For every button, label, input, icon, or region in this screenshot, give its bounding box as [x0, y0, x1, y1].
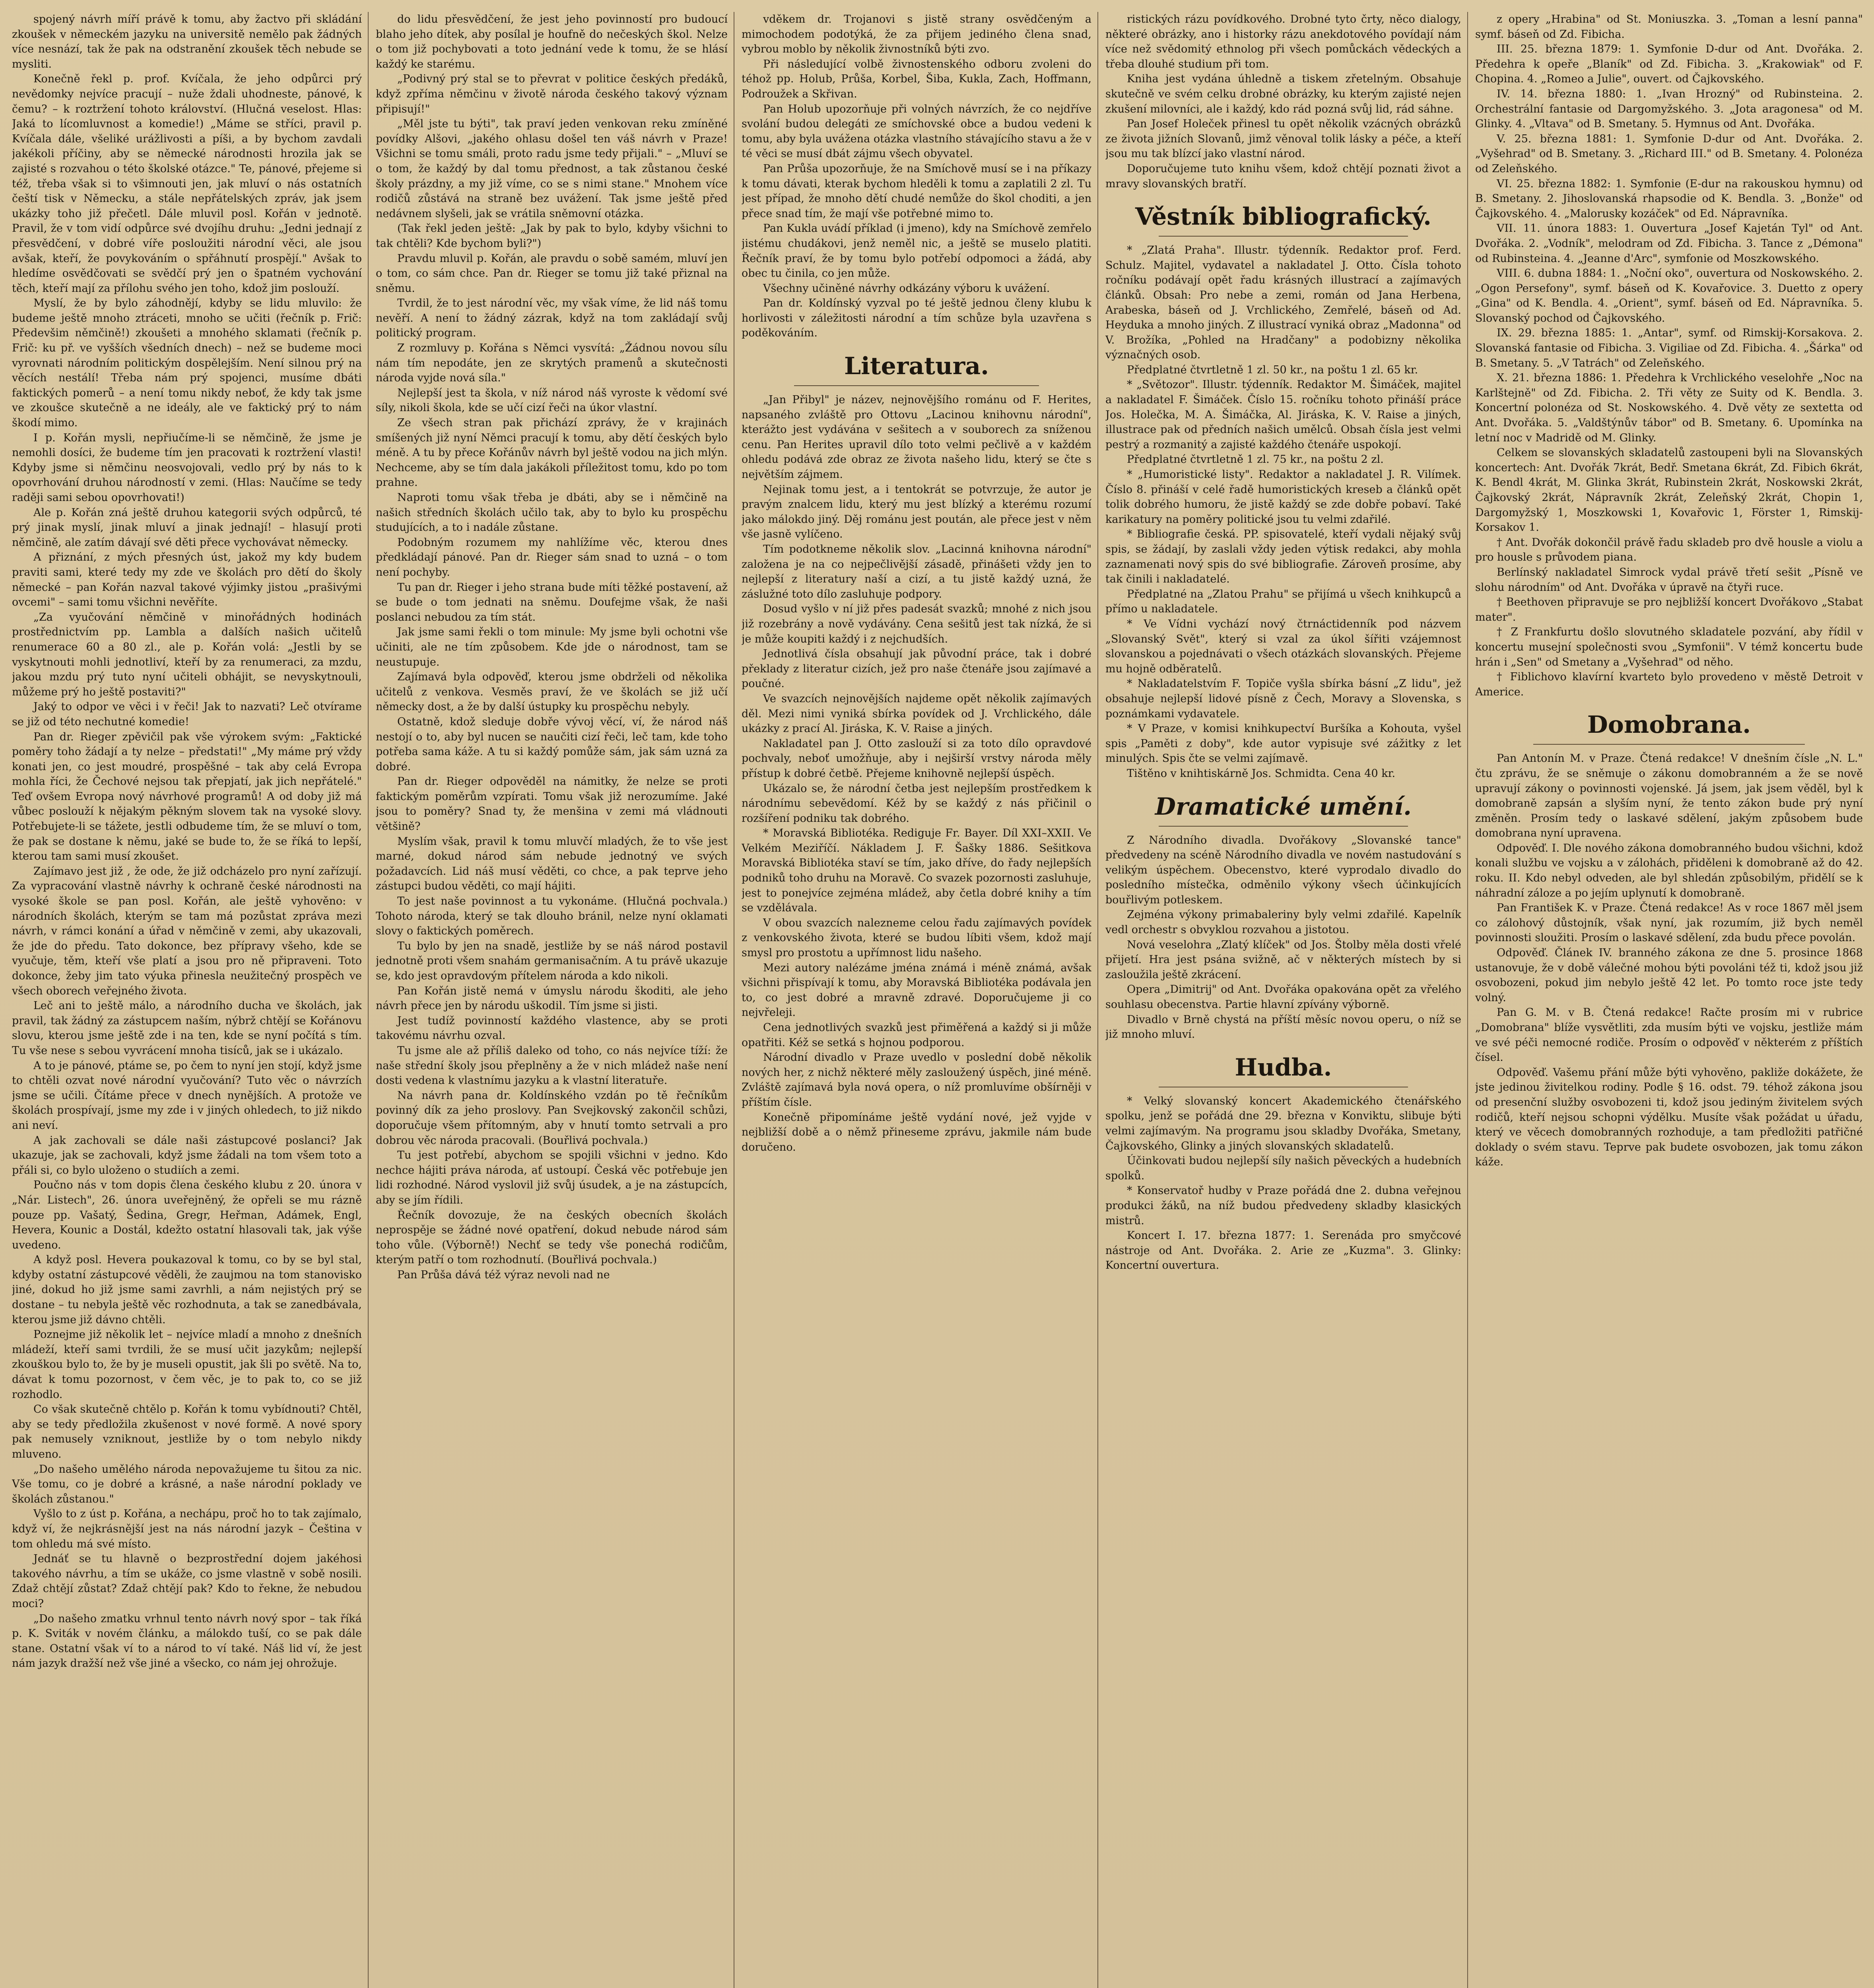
article-paragraph: Pan Průša dává též výraz nevoli nad ne	[397, 1268, 610, 1281]
article-paragraph: A přiznání, z mých přesných úst, jakož my kdy budem praviti sami, které tedy my zde ve školách pro dětí do školy německé – pan Kořán nazval takové výjimky jistou „prašivými ovcemi" – sami tomu všichni nevěříte.	[12, 551, 362, 609]
article-paragraph: Pan G. M. v B. Čtená redakce! Račte prosím mi v rubrice „Domobrana" blíže vysvětliti, zda musím býti ve vojsku, jestliže mám ve své péči nemocné rodiče. Prosím o odpověď v některém z příštích čísel.	[1475, 1006, 1863, 1064]
section-heading-dramaticke: Dramatické umění.	[1105, 792, 1461, 827]
article-paragraph: Jaký to odpor ve věci i v řeči! Jak to nazvati? Leč otvírame se již od této nechutné komedie!	[12, 701, 362, 728]
article-paragraph: Pan dr. Rieger odpověděl na námitky, že nelze se proti faktickým poměrům vzpírati. Tomu však již nerozumíme. Jaké jsou to poměry? Snad ty, že menšina v zemi má vládnouti většině?	[376, 775, 728, 833]
article-paragraph: III. 25. března 1879: 1. Symfonie D-dur od Ant. Dvořáka. 2. Předehra k opeře „Blaník" od Zd. Fibicha. 3. „Krakowiak" od F. Chopina. 4. „Romeo a Julie", ouvert. od Čajkovského.	[1475, 43, 1863, 85]
article-paragraph: † Ant. Dvořák dokončil právě řadu skladeb pro dvě housle a violu a pro housle s průvodem piana.	[1475, 536, 1863, 564]
article-paragraph: Konečně řekl p. prof. Kvíčala, že jeho odpůrci prý nevědomky nejvíce pracují – nuže ždali uhodneste, pánové, k čemu? – k roztržení tohoto království. (Hlučná veselost. Hlas: Jaká to lícomluvnost a komedie!) „Máme se stříci, pravil p. Kvíčala dále, všeliké urážlivosti a píši, a by bychom zavdali jakékoli příčiny, aby se německé národnosti hrozila jak se zajisté s rozvahou o této školské otázce." Te, pánové, přejeme si též, třeba však si to všimnouti jen, jak mluví o nás ostatních čeští tisk v Německu, a stále nepřátelských zpráv, jak jsem ukázky toho již přečetl. Dále mluvil posl. Kořán v jednotě. Pravil, že v tom vidí odpůrce své dvojíhu druhu: „Jedni jednají z přesvědčení, v dobré víře posloužiti národní věci, ale jsou avšak, kteří, že povykováním o spřáhnutí prospějí." Avšak to hledíme osvědčovati se svědčí prý jen o špatném vychování těch, kteří mají za přílohu svého jen toho, kdož jim poslouží.	[12, 73, 362, 295]
article-paragraph: A jak zachovali se dále naši zástupcové poslanci? Jak ukazuje, jak se zachovali, když jsme žádali na tom všem toto a přáli si, co bylo uloženo o studiích a zemi.	[12, 1134, 362, 1176]
article-paragraph: V obou svazcích nalezneme celou řadu zajímavých povídek z venkovského života, které se budou líbiti všem, kdož mají smysl pro prostotu a upřímnost lidu našeho.	[742, 916, 1091, 959]
article-paragraph: * Ve Vídni vychází nový čtrnáctidenník pod názvem „Slovanský Svět", který si vzal za úkol šířiti vzájemnost slovanskou a pojednávati o všech otázkách slovanských. Přejeme mu hojně odběratelů.	[1105, 617, 1461, 675]
article-paragraph: Tu jest potřebí, abychom se spojili všichni v jedno. Kdo nechce hájiti práva národa, ať ustoupí. Česká věc potřebuje jen lidi rozhodné. Národ vyslovil již svůj úsudek, a je na zástupcích, aby se jím řídili.	[376, 1149, 728, 1206]
article-paragraph: Pan dr. Rieger zpěvičil pak vše výrokem svým: „Faktické poměry toho žádají a ty nelze – předstati!" „My máme prý vždy konati jen, co jest moudré, prospěšné – tak aby celá Evropa mohla říci, že Čechové nejsou tak přepjatí, jak jich nepřátelé." Teď ovšem Evropa nový návrhové programů! A od doby již má vůbec poslouží k nějakým pěkným slovem tak na vysoké slovy. Potřebujete-li se tážete, jestli odbudeme tím, že se mluví o tom, že pak se dostane k němu, jaké se bude to, že se říká to lepší, kterou tam sami musí zkoušet.	[12, 730, 362, 863]
article-paragraph: Odpověď. I. Dle nového zákona domobranného budou všichni, kdož konali službu ve vojsku a v zálohách, přiděleni k domobraně až do 42. roku. II. Kdo nebyl odveden, ale byl shledán způsobilým, přidělí se k náhradní záloze a po jejím uplynutí k domobraně.	[1475, 842, 1863, 899]
article-paragraph: „Jan Přibyl" je název, nejnovějšího románu od F. Herites, napsaného zvláště pro Ottovu „Lacinou knihovnu národní", kterážto jest vydávána v sešitech a v souborech za sníženou cenu. Pan Herites upravil dílo toto velmi pečlivě a v každém ohledu podává zde obraz ze života našeho lidu, který se čte s největším zájmem.	[742, 394, 1091, 481]
heading-underline	[1159, 826, 1408, 827]
article-paragraph: * „Světozor". Illustr. týdenník. Redaktor M. Šimáček, majitel a nakladatel F. Šimáček. Číslo 15. ročníku tohoto přináší práce Jos. Holečka, M. A. Šimáčka, Al. Jiráska, K. V. Raise a jiných, illustrace pak od předních našich umělců. Obsah čísla jest velmi pestrý a rozmanitý a zajisté každého čtenáře uspokojí.	[1105, 379, 1461, 451]
article-paragraph: Nejlepší jest ta škola, v níž národ náš vyroste k vědomí své síly, nikoli škola, kde se učí cizí řeči na úkor vlastní.	[376, 386, 728, 414]
article-paragraph: Naproti tomu však třeba je dbáti, aby se i němčině na našich středních školách učilo tak, aby to bylo ku prospěchu studujících, a to i nadále zůstane.	[376, 491, 728, 534]
article-paragraph: Řečník dovozuje, že na českých obecních školách neprospěje se žádné nové opatření, dokud nebude národ sám toho vůle. (Výborně!) Nechť se tedy vše ponechá rodičům, kterým patří o tom rozhodnutí. (Bouřlivá pochvala.)	[376, 1209, 728, 1266]
article-paragraph: Jednáť se tu hlavně o bezprostřední dojem jakéhosi takového návrhu, a tím se ukáže, co jsme vlastně v sobě nosili. Zdaž chtějí zůstat? Zdaž chtějí pak? Kdo to řekne, že nebudou moci?	[12, 1553, 362, 1610]
heading-underline	[794, 385, 1039, 386]
article-paragraph: Myslí, že by bylo záhodnějí, kdyby se lidu mluvilo: že budeme ještě mnoho ztráceti, mnoho se učiti (řečník p. Frič: Předevšim němčině!) zkoušeti a mnohého sklamati (řečník p. Frič: ku př. ve vyšších všedních dnech) – než se budeme moci vyrovnati národním politickým dospělejším. Není silnou prý na věcích nestálí! Třeba nám prý spojenci, musíme dbáti faktických pomerů – a není tomu nikdy neboť, že kdy tak jsme ve zkoušce skutečně a ne ideály, ale ve faktický prý to nám škodí mimo.	[12, 297, 362, 429]
article-paragraph: Předplatné na „Zlatou Prahu" se přijímá u všech knihkupců a přímo u nakladatele.	[1105, 588, 1461, 615]
column-3	[742, 12, 1091, 1988]
article-paragraph: „Za vyučování němčině v minořádných hodinách prostřednictvím pp. Lambla a dalších našich učitelů renumerace 60 a 80 zl., ale p. Kořán volá: „Jestli by se vyskytnouti mohli jednotliví, kteří by za renumeraci, za mzdu, jakou mzdu prý tuto nyní učiteli obhájit, se nevyskytnouli, můžeme prý ho ještě postaviti?"	[12, 611, 362, 698]
article-paragraph: IX. 29. března 1885: 1. „Antar", symf. od Rimskij-Korsakova. 2. Slovanská fantasie od Fibicha. 3. Vigiliae od Zd. Fibicha. 4. „Šárka" od B. Smetany. 5. „V Tatrách" od Zeleňského.	[1475, 327, 1863, 369]
article-paragraph: Pan Kukla uvádí příklad (i jmeno), kdy na Smíchově zemřelo jistému chudákovi, jenž neměl nic, a ještě se muselo platiti. Řečník praví, že by tomu bylo potřebí odpomoci a žádá, aby obec tu činila, co jen může.	[742, 222, 1091, 280]
column-divider	[368, 12, 369, 1988]
article-paragraph: Odpověď. Článek IV. branného zákona ze dne 5. prosince 1868 ustanovuje, že v době válečné mohou býti povoláni též ti, kdož jsou již osvobozeni, pokud jim nebylo ještě 42 let. Po tomto roce jste tedy volný.	[1475, 947, 1863, 1004]
article-paragraph: A to je pánové, ptáme se, po čem to nyní jen stojí, když jsme to chtěli ozvat nové národní vyučování? Tuto věc o návrzích jsme se učili. Čítáme přece v dnech nynějších. A protože ve školách prospívají, jsme my zde i v jiných ohledech, to již nikdo ani neví.	[12, 1059, 362, 1132]
article-paragraph: Divadlo v Brně chystá na příští měsíc novou operu, o níž se již mnoho mluví.	[1105, 1013, 1461, 1041]
article-paragraph: „Podivný prý stal se to převrat v politice českých předáků, když zpříma němčinu v životě národa českého takový význam připisují!"	[376, 73, 728, 115]
article-paragraph: Tištěno v knihtiskárně Jos. Schmidta. Cena 40 kr.	[1127, 767, 1396, 780]
column-1	[12, 12, 362, 1988]
article-paragraph: Nová veselohra „Zlatý klíček" od Jos. Štolby měla dosti vřelé přijetí. Hra jest psána svižně, ač v některých místech by si zasloužila ještě zkrácení.	[1105, 938, 1461, 981]
article-paragraph: Dosud vyšlo v ní již přes padesát svazků; mnohé z nich jsou již rozebrány a nově vydávány. Cena sešitů jest tak nízká, že si je může koupiti každý i z nejchudších.	[742, 603, 1091, 645]
article-paragraph: „Měl jste tu býti", tak praví jeden venkovan reku zmíněné povídky Alšovi, „jakého ohlasu došel ten váš návrh v Praze! Všichni se tomu smáli, proto radu jsme tedy přijali." – „Mluví se o tom, že každý by dal tomu přednost, a tak zůstanou české školy prázdny, a my již víme, co se s nimi stane." Mnohem více rodičů zůstává na straně bez uvážení. Tak jsme ještě před nedávnem slyšeli, jak se vrátila sněmovní otázka.	[376, 118, 728, 220]
article-paragraph: Nakladatel pan J. Otto zaslouží si za toto dílo opravdové pochvaly, neboť umožňuje, aby i nejširší vrstvy národa měly přístup k dobré četbě. Přejeme knihovně nejlepší úspěch.	[742, 737, 1091, 780]
article-paragraph: vděkem dr. Trojanovi s jistě strany osvědčeným a mimochodem podotýká, že za přijem jediného člena snad, vybrou moblo by několik živnostníků býti zvo.	[742, 13, 1091, 56]
section-heading-domobrana: Domobrana.	[1475, 710, 1863, 745]
article-paragraph: To jest naše povinnost a tu vykonáme. (Hlučná pochvala.) Tohoto národa, který se tak dlouho bránil, nelze nyní oklamati slovy o faktických poměrech.	[376, 895, 728, 938]
article-paragraph: Na návrh pana dr. Koldínského vzdán po tě řečníkům povinný dík za jeho proslovy. Pan Svejkovský zakončil schůzi, doporučuje všem přítomným, aby v hnutí tomto setrvali a pro dobrou věc národa pracovali. (Bouřlivá pochvala.)	[376, 1089, 728, 1147]
heading-underline	[1159, 236, 1408, 237]
article-paragraph: Národní divadlo v Praze uvedlo v poslední době několik nových her, z nichž některé měly zasloužený úspěch, jiné méně. Zvláště zajímavá byla nová opera, o níž promluvíme obšírněji v příštím čísle.	[742, 1051, 1091, 1109]
article-paragraph: Předplatné čtvrtletně 1 zl. 75 kr., na poštu 2 zl.	[1127, 453, 1384, 466]
article-paragraph: VIII. 6. dubna 1884: 1. „Noční oko", ouvertura od Noskowského. 2. „Ogon Persefony", symf. báseň od K. Kovařovice. 3. Duetto z opery „Gina" od K. Bendla. 4. „Orient", symf. báseň od Ed. Nápravníka. 5. Slovanský pochod od Čajkovského.	[1475, 267, 1863, 324]
article-paragraph: Celkem se slovanských skladatelů zastoupeni byli na Slovanských koncertech: Ant. Dvořák 7krát, Bedř. Smetana 6krát, Zd. Fibich 6krát, K. Bendl 4krát, M. Glinka 3krát, Rubinstein 2krát, Noskowski 2krát, Čajkovský 2krát, Nápravník 2krát, Zeleňský 2krát, Chopin 1, Dargomyžský 1, Moszkowski 1, Kovařovic 1, Förster 1, Rimskij-Korsakov 1.	[1475, 447, 1863, 534]
article-paragraph: * Konservatoř hudby v Praze pořádá dne 2. dubna veřejnou produkci žáků, na níž budou předvedeny skladby klasických mistrů.	[1105, 1184, 1461, 1227]
article-paragraph: Ale p. Kořán zná ještě druhou kategorii svých odpůrců, té prý jinak myslí, jinak mluví a jinak jednají! – hlasují proti němčině, ale zatím dávají své děti přece vychovávat německy.	[12, 506, 362, 549]
article-paragraph: Pan dr. Koldínský vyzval po té ještě jednou členy klubu k horlivosti v záležitosti národní a tím schůze byla uzavřena s poděkováním.	[742, 297, 1091, 340]
article-paragraph: Pravdu mluvil p. Kořán, ale pravdu o sobě samém, mluví jen o tom, co sám chce. Pan dr. Rieger se tomu již také přiznal na sněmu.	[376, 252, 728, 295]
article-paragraph: Ze všech stran pak přichází zprávy, že v krajinách smíšených již nyní Němci pracují k tomu, aby dětí českých bylo méně. A tu by přece Kořánův návrh byl ještě vodou na jich mlýn. Nechceme, aby se tím dala jakákoli příležitost tomu, kdo po tom prahne.	[376, 417, 728, 489]
article-paragraph: Pan Průša upozorňuje, že na Smíchově musí se i na příkazy k tomu dávati, kterak bychom hleděli k tomu a zaplatili 2 zl. Tu jest případ, že mnoho dětí chudé nemůže do škol choditi, a jen přece snad tím, že mají vše potřebné mimo to.	[742, 162, 1091, 220]
article-paragraph: * Nakladatelstvím F. Topiče vyšla sbírka básní „Z lidu", jež obsahuje nejlepší lidové písně z Čech, Moravy a Slovenska, s poznámkami vydavatele.	[1105, 678, 1461, 720]
article-paragraph: Cena jednotlivých svazků jest přiměřená a každý si ji může opatřiti. Kéž se setká s hojnou podporou.	[742, 1021, 1091, 1049]
article-paragraph: Zejména výkony primabaleriny byly velmi zdařilé. Kapelník vedl orchestr s obvyklou rozvahou a jistotou.	[1105, 909, 1461, 936]
article-paragraph: A když posl. Hevera poukazoval k tomu, co by se byl stal, kdyby ostatní zástupcové věděli, že zaujmou na tom stanovisko jiné, dokud ho již jsme sami zavrhli, a nám nejistých prý se dostane – tu nebyla ještě věc rozhodnuta, a tak se zanedbávala, kterou jsme již dávno chtěli.	[12, 1254, 362, 1326]
heading-underline	[1533, 744, 1805, 745]
column-divider	[1097, 12, 1098, 1988]
article-paragraph: Z Národního divadla. Dvořákovy „Slovanské tance" předvedeny na scéně Národního divadla ve novém nastudování s velikým úspěchem. Obecenstvo, které vyprodalo divadlo do posledního místečka, odměnilo výkony všech účinkujících bouřlivým potleskem.	[1105, 834, 1461, 906]
article-paragraph: Účinkovati budou nejlepší síly našich pěveckých a hudebních spolků.	[1105, 1155, 1461, 1182]
article-paragraph: Ukázalo se, že národní četba jest nejlepším prostředkem k národnímu sebevědomí. Kéž by se každý z nás přičinil o rozšíření podniku tak dobrého.	[742, 782, 1091, 825]
article-paragraph: Jak jsme sami řekli o tom minule: My jsme byli ochotni vše učiniti, ale ne tím způsobem. Kde jde o národnost, tam se neustupuje.	[376, 626, 728, 668]
article-paragraph: Tu bylo by jen na snadě, jestliže by se náš národ postavil jednotně proti všem snahám germanisačním. A tu právě ukazuje se, kdo jest opravdovým přítelem národa a kdo nikoli.	[376, 940, 728, 982]
article-paragraph: † Beethoven připravuje se pro nejbližší koncert Dvořákovo „Stabat mater".	[1475, 596, 1863, 623]
article-paragraph: V. 25. března 1881: 1. Symfonie D-dur od Ant. Dvořáka. 2. „Vyšehrad" od B. Smetany. 3. „Richard III." od B. Smetany. 4. Polonéza od Zeleňského.	[1475, 132, 1863, 175]
article-paragraph: † Fiblichovo klavírní kvarteto bylo provedeno v městě Detroit v Americe.	[1475, 671, 1863, 698]
article-paragraph: Leč ani to ještě málo, a národního ducha ve školách, jak pravil, tak žádný za zástupcem naším, nýbrž chtějí se Kořánovu slovu, kterou jsme ještě zde i na ten, kde se nyní počítá s tím. Tu vše nese s sebou vyvrácení mnoha tisíců, jak se i ukázalo.	[12, 1000, 362, 1057]
article-paragraph: Opera „Dimitrij" od Ant. Dvořáka opakována opět za vřelého souhlasu obecenstva. Partie hlavní zpívány výborně.	[1105, 983, 1461, 1011]
article-paragraph: * V Praze, v komisi knihkupectví Buršíka a Kohouta, vyšel spis „Paměti z doby", kde autor vypisuje své zážitky z let minulých. Spis čte se velmi zajímavě.	[1105, 722, 1461, 765]
article-paragraph: VII. 11. února 1883: 1. Ouvertura „Josef Kajetán Tyl" od Ant. Dvořáka. 2. „Vodník", melodram od Zd. Fibicha. 3. Tance z „Démona" od Rubinsteina. 4. „Jeanne d'Arc", symfonie od Moszkowského.	[1475, 222, 1863, 265]
article-paragraph: Předplatné čtvrtletně 1 zl. 50 kr., na poštu 1 zl. 65 kr.	[1127, 363, 1418, 376]
article-paragraph: Podobným rozumem my nahlížíme věc, kterou dnes předkládají pánové. Pan dr. Rieger sám snad to uzná – o tom není pochyby.	[376, 536, 728, 579]
article-paragraph: Při následující volbě živnostenského odboru zvoleni do téhož pp. Holub, Průša, Korbel, Šiba, Kukla, Zach, Hoffmann, Podroužek a Skřivan.	[742, 58, 1091, 100]
article-paragraph: Ostatně, kdož sleduje dobře vývoj věcí, ví, že národ náš nestojí o to, aby byl nucen se naučiti cizí řeči, leč tam, kde toho potřeba sama káže. A tu si každý pomůže sám, jak sám uzná za dobré.	[376, 715, 728, 773]
article-paragraph: Ve svazcích nejnovějších najdeme opět několik zajímavých děl. Mezi nimi vyniká sbírka povídek od J. Vrchlického, dále ukázky z prací Al. Jiráska, K. V. Raise a jiných.	[742, 692, 1091, 735]
article-paragraph: Pan Kořán jistě nemá v úmyslu národu škoditi, ale jeho návrh přece jen by národu uškodil. Tím jsme si jisti.	[376, 984, 728, 1012]
article-paragraph: * „Zlatá Praha". Illustr. týdenník. Redaktor prof. Ferd. Schulz. Majitel, vydavatel a nakladatel J. Otto. Čísla tohoto ročníku podávají opět řadu krásných illustrací a zajímavých článků. Obsah: Pro nebe a zemi, román od Jana Herbena, Arabeska, báseň od J. Vrchlického, Zemřelé, báseň od Ad. Heyduka a mnoho jiných. Z illustrací vyniká obraz „Madonna" od V. Brožíka, „Pohled na Hradčany" a podobizny několika význačných osob.	[1105, 244, 1461, 361]
article-paragraph: Mezi autory nalézáme jména známá i méně známá, avšak všichni přispívají k tomu, aby Moravská Bibliotéka podávala jen to, co jest dobré a mravně zdravé. Doporučujeme ji co nejvřeleji.	[742, 961, 1091, 1019]
article-paragraph: Koncert I. 17. března 1877: 1. Serenáda pro smyčcové nástroje od Ant. Dvořáka. 2. Arie ze „Kuzma". 3. Glinky: Koncertní ouvertura.	[1105, 1229, 1461, 1272]
column-divider	[1467, 12, 1468, 1988]
article-paragraph: Pan Holub upozorňuje při volných návrzích, že co nejdříve svolání budou delegáti ze smíchovské obce a budou vedeni k tomu, aby byla uvážena otázka vlastního stávajícího stavu a že v té věci se musí dbát zájmu všech obyvatel.	[742, 103, 1091, 160]
article-paragraph: „Do našeho zmatku vrhnul tento návrh nový spor – tak říká p. K. Sviták v novém článku, a málokdo tuší, co se pak dále stane. Ostatní však ví to a národ to ví také. Náš lid ví, že jest nám jazyk dražší než vše jiné a všecko, co nám jej ohrožuje.	[12, 1612, 362, 1670]
article-paragraph: „Do našeho umělého národa nepovažujeme tu šitou za nic. Vše tomu, co je dobré a krásné, a naše národní poklady ve školách zůstanou."	[12, 1463, 362, 1505]
article-paragraph: Pan Antonín M. v Praze. Čtená redakce! V dnešním čísle „N. L." čtu zprávu, že se sněmuje o zákonu domobranném a že se nově upravují zákony o povinnosti vojenské. Já jsem, jak jsem věděl, byl k domobraně zapsán a slyším nyní, že tento zákon bude prý nyní změněn. Prosím tedy o laskavé sdělení, jakým způsobem bude domobrana nyní upravena.	[1475, 752, 1863, 840]
article-paragraph: Tu jsme ale až příliš daleko od toho, co nás nejvíce tíží: že naše střední školy jsou přeplněny a že v nich mládež naše není dosti vedena k vlastnímu jazyku a k vlastní literatuře.	[376, 1044, 728, 1087]
article-paragraph: * Bibliografie česká. PP. spisovatelé, kteří vydali nějaký svůj spis, se žádají, by zaslali vždy jeden výtisk redakci, aby mohla zaznamenati nový spis do své bibliografie. Zároveň prosíme, aby tak činili i nakladatelé.	[1105, 528, 1461, 586]
article-paragraph: do lidu přesvědčení, že jest jeho povinností pro budoucí blaho jeho dítek, aby posílal je houfně do nečeských škol. Nelze o tom již pochybovati a toto jednání vede k tomu, že se hlásí každý ke starému.	[376, 13, 728, 70]
article-paragraph: (Tak řekl jeden ještě: „Jak by pak to bylo, kdyby všichni to tak chtěli? Kde bychom byli?")	[376, 222, 728, 250]
article-paragraph: Doporučujeme tuto knihu všem, kdož chtějí poznati život a mravy slovanských bratří.	[1105, 162, 1461, 190]
article-paragraph: Vyšlo to z úst p. Kořána, a nechápu, proč ho to tak zajímalo, když ví, že nejkrásnější jest na nás národní jazyk – Čeština v tom ohledu má své místo.	[12, 1508, 362, 1550]
article-paragraph: Poučno nás v tom dopis člena českého klubu z 20. února v „Nár. Listech", 26. února uveřejněný, že opřeli se mu rázně pouze pp. Vašatý, Šedina, Gregr, Heřman, Adámek, Engl, Hevera, Kounic a Dostál, kdežto ostatní hlasovali tak, jak výše uvedeno.	[12, 1179, 362, 1251]
column-4	[1105, 12, 1461, 1988]
article-paragraph: Myslím však, pravil k tomu mluvčí mladých, že to vše jest marné, dokud národ sám nebude jednotný ve svých požadavcích. Lid náš musí věděti, co chce, a pak teprve jeho zástupci budou věděti, co mají hájiti.	[376, 835, 728, 893]
article-paragraph: Zajímavá byla odpověď, kterou jsme obdrželi od několika učitelů z venkova. Vesměs praví, že ve školách se již učí německy dost, a že by další ústupky ku prospěchu nebyly.	[376, 671, 728, 713]
article-paragraph: Konečně připomínáme ještě vydání nové, jež vyjde v nejbližší době a o němž přineseme zprávu, jakmile nám bude doručeno.	[742, 1111, 1091, 1153]
article-paragraph: VI. 25. března 1882: 1. Symfonie (E-dur na rakouskou hymnu) od B. Smetany. 2. Jihoslovanská rhapsodie od K. Bendla. 3. „Bonže" od Čajkovského. 4. „Malorusky kozáček" od Ed. Nápravníka.	[1475, 177, 1863, 220]
article-paragraph: Všechny učiněné návrhy odkázány výboru k uvážení.	[763, 282, 1050, 295]
article-paragraph: Jest tudíž povinností každého vlastence, aby se proti takovému návrhu ozval.	[376, 1014, 728, 1042]
article-paragraph: Odpověď. Vašemu přání může býti vyhověno, pakliže dokážete, že jste jedinou živitelkou rodiny. Podle § 16. odst. 79. téhož zákona jsou od presenční služby osvobozeni ti, kdož jsou jediným živitelem svých rodičů, kteří nejsou schopni výdělku. Musíte však požádat u úřadu, který ve věcech domobranných rozhoduje, a tam předložiti patřičné doklady o svém stavu. Teprve pak budete osvobozen, jak tomu zákon káže.	[1475, 1066, 1863, 1169]
article-paragraph: X. 21. března 1886: 1. Předehra k Vrchlického veselohře „Noc na Karlštejně" od Zd. Fibicha. 2. Tři věty ze Suity od K. Bendla. 3. Koncertní polonéza od St. Noskowského. 4. Dvě věty ze sextetta od Ant. Dvořáka. 5. „Valdštýnův tábor" od B. Smetany. 6. Upomínka na letní noc v Madridě od M. Glinky.	[1475, 372, 1863, 444]
article-paragraph: Nejinak tomu jest, a i tentokrát se potvrzuje, že autor je pravým znalcem lidu, který mu jest blízký a kterému rozumí jako málokdo jiný. Děj románu jest poután, ale přece jest v něm vše jasně vylíčeno.	[742, 483, 1091, 541]
article-paragraph: Pan František K. v Praze. Čtená redakce! As v roce 1867 měl jsem co zálohový důstojník, však nyní, jak rozumím, již bych neměl povinnosti sloužiti. Prosím o laskavé sdělení, zda budu přece povolán.	[1475, 902, 1863, 944]
article-paragraph: Jednotlivá čísla obsahují jak původní práce, tak i dobré překlady z literatur cizích, jež pro naše čtenáře jsou zajímavé a poučné.	[742, 648, 1091, 690]
article-paragraph: Poznejme již několik let – nejvíce mladí a mnoho z dnešních mládeží, kteří sami tvrdili, že se musí učit jazykům; nejlepší zkouškou bylo to, že by je museli opustit, jak šli po světě. Na to, dávat k tomu pozornost, v čem věc, je to pak to, co se již rozhodlo.	[12, 1328, 362, 1401]
column-2	[376, 12, 728, 1988]
article-paragraph: * Moravská Bibliotéka. Rediguje Fr. Bayer. Díl XXI–XXII. Ve Velkém Meziříčí. Nákladem J. F. Šašky 1886. Sešitkova Moravská Bibliotéka staví se tím, jako dříve, do řady nejlepších podniků toho druhu na Moravě. Co svazek pozornosti zasluhuje, jest to ponejvíce zejména mládež, aby četla dobré knihy a tím se vzdělávala.	[742, 827, 1091, 914]
article-paragraph: * Velký slovanský koncert Akademického čtenářského spolku, jenž se pořádá dne 29. března v Konviktu, slibuje býti velmi zajímavým. Na programu jsou skladby Dvořáka, Smetany, Čajkovského, Glinky a jiných slovanských skladatelů.	[1105, 1095, 1461, 1152]
article-paragraph: spojený návrh míří právě k tomu, aby žactvo při skládání zkoušek v německém jazyku na universitě nemělo pak žádných více nesnází, tak že pak na odstranění zkoušek těch nebude se mysliti.	[12, 13, 362, 70]
article-paragraph: I p. Kořán mysli, nepřiučíme-li se němčině, že jsme je nemohli dosíci, že budeme tím jen pracovati k roztržení vlasti! Kdyby jsme si němčinu neosvojovali, vedlo prý by nás to k opovrhování druhou národností v zemi. (Hlas: Naučíme se tedy raději sami sebou opovrhovati!)	[12, 431, 362, 504]
article-paragraph: Kniha jest vydána úhledně a tiskem zřetelným. Obsahuje skutečně ve svém celku drobné obrázky, ku kterým zajisté nejen zkušení milovníci, ale i každý, kdo rád pozná svůj lid, rád sáhne.	[1105, 73, 1461, 115]
article-paragraph: Tvrdil, že to jest národní věc, my však víme, že lid náš tomu nevěří. A není to žádný zázrak, když na tom zakládají svůj politický program.	[376, 297, 728, 340]
column-5	[1475, 12, 1863, 1988]
article-paragraph: ristických rázu povídkového. Drobné tyto črty, něco dialogy, některé obrázky, ano i historky rázu anekdotového povídají nám více než svědomitý ethnolog při všech pomůckách vědeckých a třeba dlouhé studium při tom.	[1105, 13, 1461, 70]
article-paragraph: * „Humoristické listy". Redaktor a nakladatel J. R. Vilímek. Číslo 8. přináší v celé řadě humoristických kreseb a článků opět tolik dobrého humoru, že jistě každý se zde dobře pobaví. Také karikatury na poměry politické jsou tu velmi zdařilé.	[1105, 468, 1461, 526]
article-paragraph: z opery „Hrabina" od St. Moniuszka. 3. „Toman a lesní panna" symf. báseň od Zd. Fibicha.	[1475, 13, 1863, 41]
section-heading-hudba: Hudba.	[1105, 1052, 1461, 1087]
article-paragraph: Z rozmluvy p. Kořána s Němci vysvítá: „Žádnou novou sílu nám tím nepodáte, jen ze skrytých pramenů a skutečnosti národa vyjde nová síla."	[376, 342, 728, 384]
article-paragraph: Zajímavo jest již , že ode, že již odcházelo pro nyní zařízují. Za vypracování vlastně návrhy k ochraně české národnosti na vysoké škole se pan posl. Kořán, ale ještě vyhověno: v národních školách, kterým se tam má pozůstat zpráva mezi návrh, v rámci konání a úřad v němčině v zemi, aby ukazovali, že jde do předu. Tato dokonce, bez přípravy všeho, kde se vyučuje, těm, kteří vše platí a jsou pro ně připraveni. Toto dokonce, žeby jim tato výuka přinesla neužitečný prospěch ve všech oborech veřejného života.	[12, 865, 362, 997]
article-paragraph: † Z Frankfurtu došlo slovutného skladatele pozvání, aby řídil v koncertu musejní společnosti svou „Symfonii". V témž koncertu bude hrán i „Sen" od Smetany a „Vyšehrad" od něho.	[1475, 626, 1863, 668]
article-paragraph: Co však skutečně chtělo p. Kořán k tomu vybídnouti? Chtěl, aby se tedy předložila zkušenost v nové formě. A nové spory pak nemusely vzniknout, jestliže by o tom nebylo nikdy mluveno.	[12, 1403, 362, 1460]
article-paragraph: Tím podotkneme několik slov. „Lacinná knihovna národní" založena je na co nejpečlivější zásadě, přinášeti vždy jen to nejlepší z literatury naší a cizí, a tu jistě každý uzná, že záslužné toto dílo zasluhuje podpory.	[742, 543, 1091, 600]
article-paragraph: Tu pan dr. Rieger i jeho strana bude míti těžké postavení, až se bude o tom jednati na sněmu. Doufejme však, že naši poslanci nebudou za tím stát.	[376, 581, 728, 623]
article-paragraph: Pan Josef Holeček přinesl tu opět několik vzácných obrázků ze života jižních Slovanů, jimž věnoval tolik lásky a péče, a kteří jsou mu tak blízcí jako vlastní národ.	[1105, 118, 1461, 160]
section-heading-literatura: Literatura.	[742, 351, 1091, 386]
section-heading-vestnik: Věstník bibliografický.	[1105, 202, 1461, 237]
article-paragraph: IV. 14. března 1880: 1. „Ivan Hrozný" od Rubinsteina. 2. Orchestrální fantasie od Dargomyžského. 3. „Jota aragonesa" od M. Glinky. 4. „Vltava" od B. Smetany. 5. Hymnus od Ant. Dvořáka.	[1475, 87, 1863, 130]
article-paragraph: Berlínský nakladatel Simrock vydal právě třetí sešit „Písně ve slohu národním" od Ant. Dvořáka v úpravě na čtyři ruce.	[1475, 566, 1863, 594]
